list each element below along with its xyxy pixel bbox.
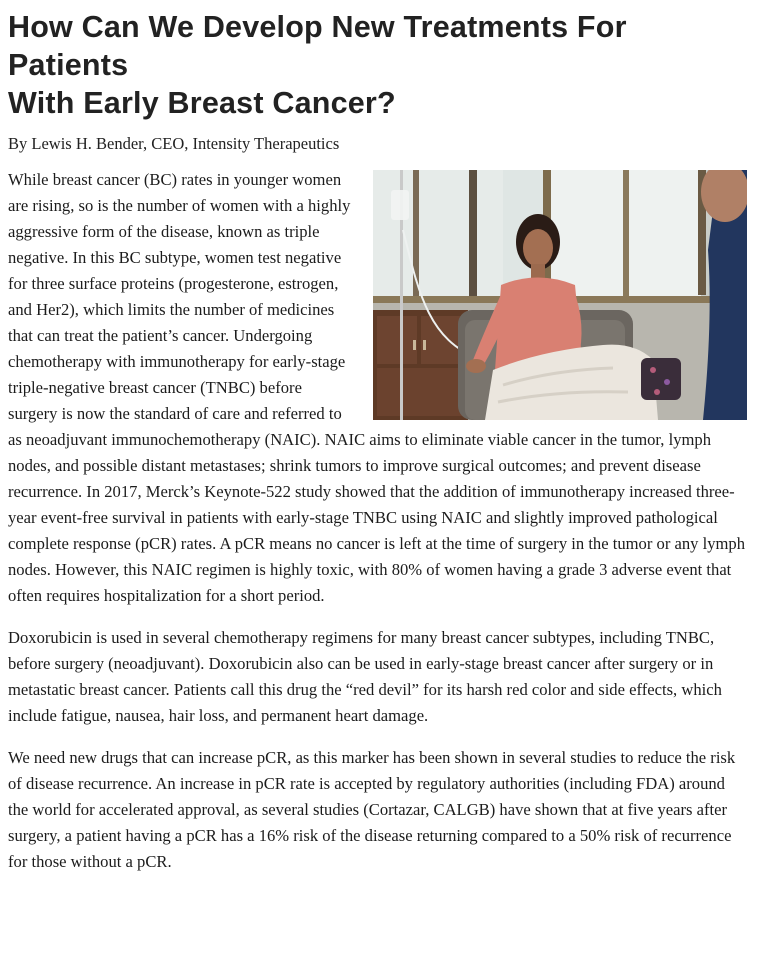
article-body (8, 167, 748, 875)
paragraph-2: Doxorubicin is used in several chemotherapy regimens for many breast cancer subtypes, including TNBC, before surgery (neoadjuvant). Doxorubicin also can be used in early-stage breast cancer after surgery or in metastatic breast cancer. Patients call this drug the “red devil” for its harsh red color and side effects, which include fatigue, nausea, hair loss, and permanent heart damage. (8, 628, 722, 725)
paragraph-3: We need new drugs that can increase pCR, as this marker has been shown in several studies to reduce the risk of disease recurrence. An increase in pCR rate is accepted by regulatory authorities (including FDA) around the world for accelerated approval, as several studies (Cortazar, CALGB) have shown that at five years after surgery, a patient having a pCR has a 16% risk of the disease returning compared to a 50% risk of recurrence for those without a pCR. (8, 748, 736, 871)
article-title (8, 8, 748, 122)
article-byline: By Lewis H. Bender, CEO, Intensity Therapeutics (8, 134, 340, 153)
article-title-line-2: With Early Breast Cancer? (8, 86, 396, 120)
patient-infusion-photo (373, 170, 747, 420)
article-title-line-1: How Can We Develop New Treatments For Patients (8, 10, 627, 82)
paragraph-1: While breast cancer (BC) rates in younger women are rising, so is the number of women with a highly aggressive form of the disease, known as triple negative. In this BC subtype, women test negative for three surface proteins (progesterone, estrogen, and Her2), which limits the number of medicines that can treat the patient’s cancer. Undergoing chemotherapy with immunotherapy for early-stage triple-negative breast cancer (TNBC) before surgery is now the standard of care and referred to as neoadjuvant immunochemotherapy (NAIC). NAIC aims to eliminate viable cancer in the tumor, lymph nodes, and possible distant metastases; shrink tumors to improve surgical outcomes; and prevent disease recurrence. In 2017, Merck’s Keynote-522 study showed that the addition of immunotherapy increased three-year event-free survival in patients with early-stage TNBC using NAIC and slightly improved pathological complete response (pCR) rates. A pCR means no cancer is left at the time of surgery in the tumor or any lymph nodes. However, this NAIC regimen is highly toxic, with 80% of women having a grade 3 adverse event that often requires hospitalization for a short period. (8, 170, 746, 605)
